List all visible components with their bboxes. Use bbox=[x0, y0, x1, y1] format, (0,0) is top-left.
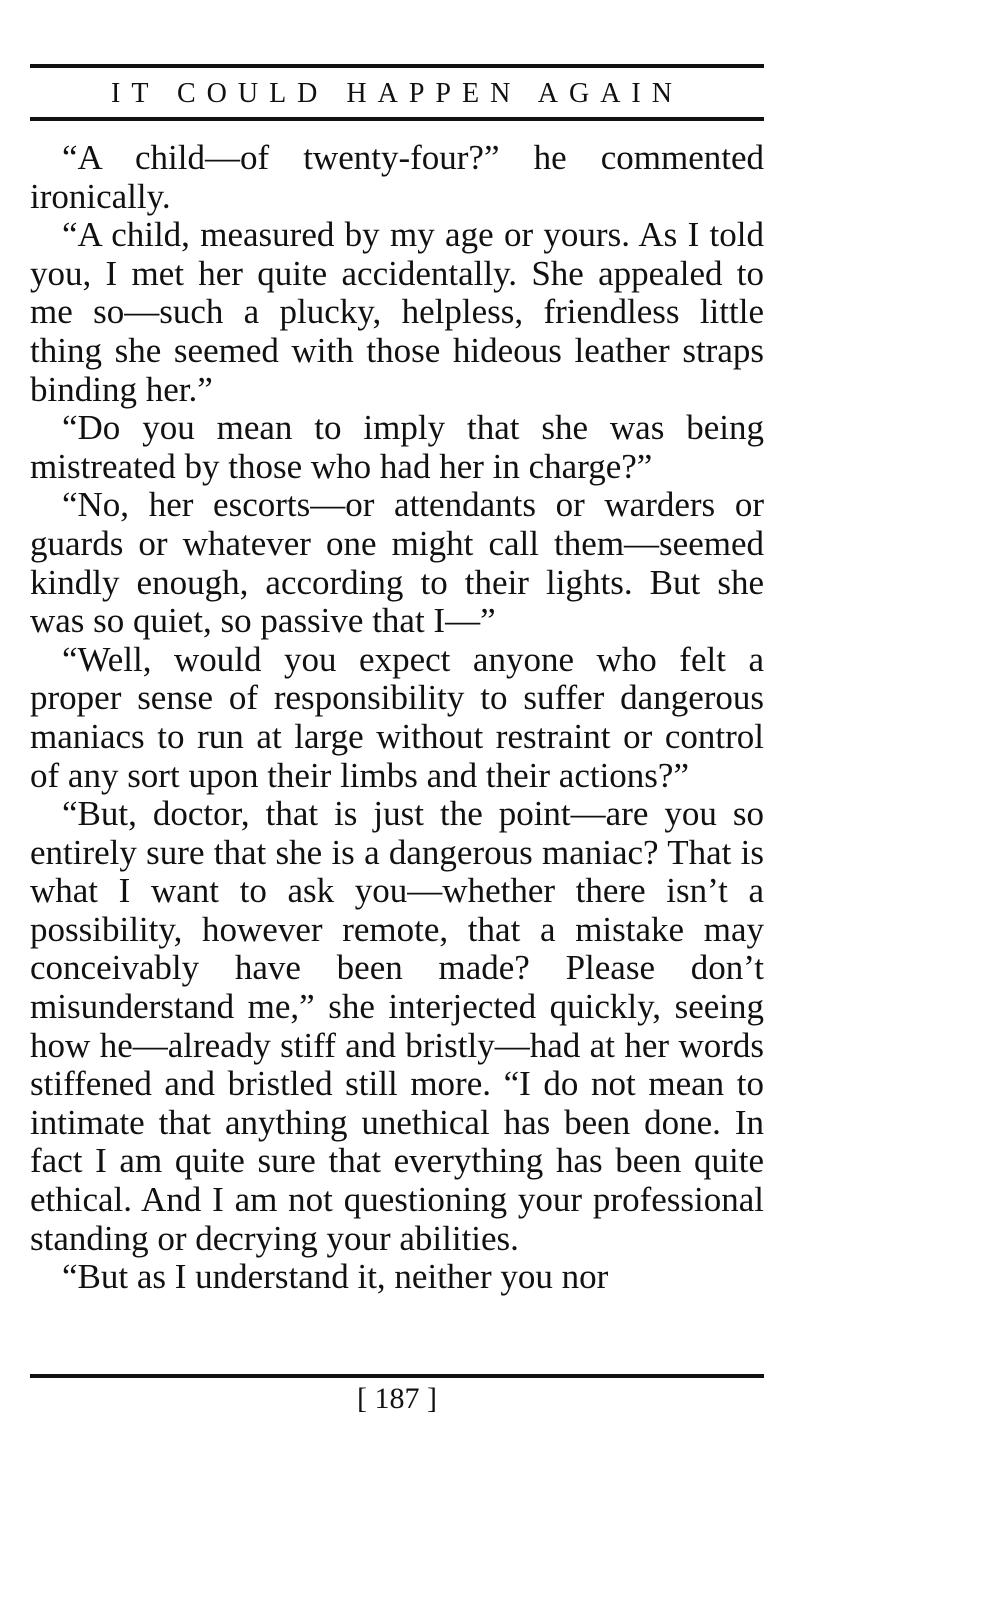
paragraph: “No, her escorts—or attendants or warders or guards or whatever one might call them—seemed kindly enough, according to their lights. But she was so quiet, so passive that I—” bbox=[30, 485, 764, 641]
paragraph: “Do you mean to imply that she was being mistreated by those who had her in charge?” bbox=[30, 408, 764, 486]
paragraph: “A child—of twenty-four?” he commented ironically. bbox=[30, 138, 764, 216]
body-text bbox=[30, 139, 764, 1297]
header-rule-top bbox=[30, 64, 764, 68]
header-rule-bottom bbox=[30, 117, 764, 121]
paragraph: “A child, measured by my age or yours. As I told you, I met her quite accidentally. She appealed to me so—such a plucky, helpless, friendless little thing she seemed with those hideous leather straps binding her.” bbox=[30, 215, 764, 409]
paragraph: “But as I understand it, neither you nor bbox=[62, 1257, 609, 1297]
paragraph: “Well, would you expect anyone who felt a proper sense of responsibility to suffer dangerous maniacs to run at large without restraint or control of any sort upon their limbs and their actions?” bbox=[30, 639, 764, 795]
page-number: [ 187 ] bbox=[357, 1382, 437, 1415]
running-head: IT COULD HAPPEN AGAIN bbox=[111, 78, 683, 109]
paragraph: “But, doctor, that is just the point—are you so entirely sure that she is a dangerous maniac? That is what I want to ask you—whether there isn’t a possibility, however remote, that a mistake may conceivably have been made? Please don’t misunderstand me,” she interjected quickly, seeing how he—already stiff and bristly—had at her words stiffened and bristled still more. “I do not mean to intimate that anything unethical has been done. In fact I am quite sure that everything has been quite ethical. And I am not questioning your professional standing or decrying your abilities. bbox=[30, 794, 764, 1258]
footer-rule bbox=[30, 1374, 764, 1378]
